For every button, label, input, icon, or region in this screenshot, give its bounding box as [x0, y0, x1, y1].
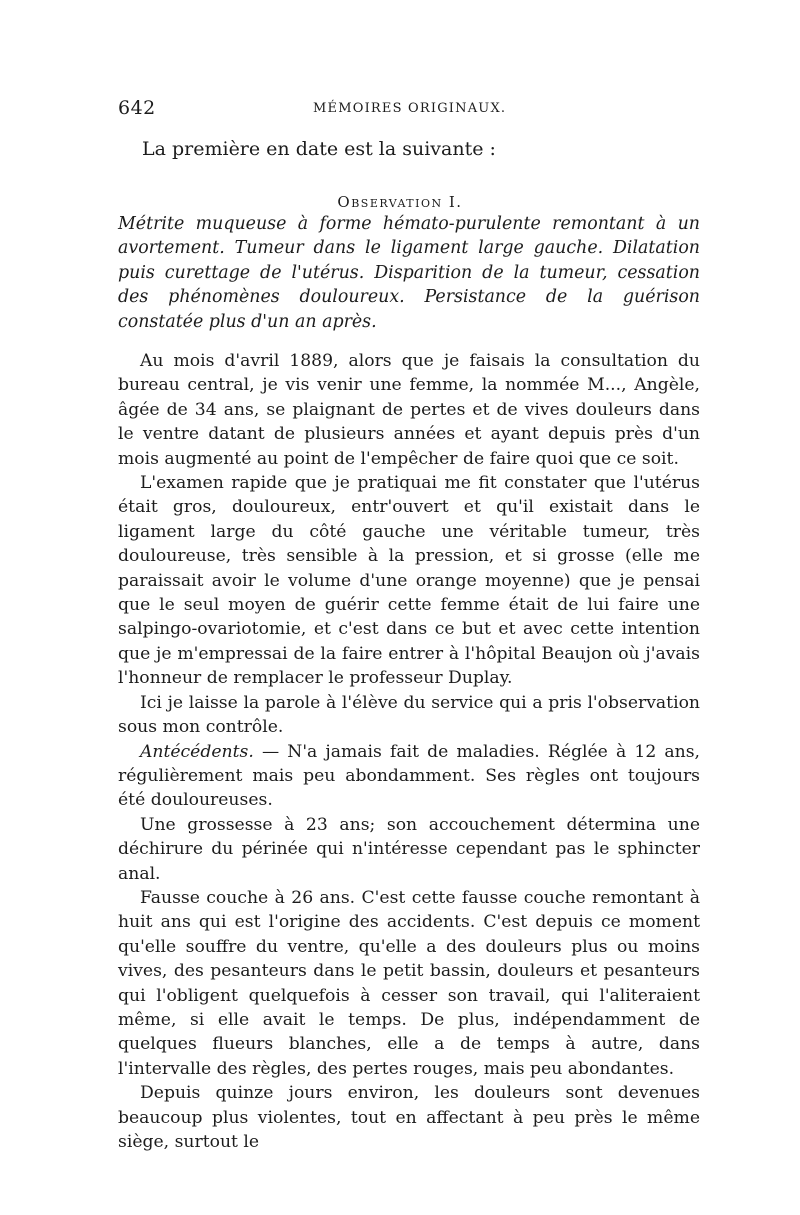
observation-summary	[118, 212, 700, 334]
paragraph-miscarriage: Fausse couche à 26 ans. C'est cette fausse couche remontant à huit ans qui est l'origine des accidents. C'est depuis ce moment qu'elle souffre du ventre, qu'elle a des douleurs plus ou moins vives, des pesanteurs dans le petit bassin, douleurs et pesanteurs qui l'obligent quelquefois à cesser son travail, qui l'aliteraient même, si elle avait le temps. De plus, indépendamment de quelques flueurs blanches, elle a de temps à autre, dans l'intervalle des règles, des pertes rouges, mais peu abondantes.	[118, 887, 700, 1079]
observation-summary-text: Métrite muqueuse à forme hémato-purulente remontant à un avortement. Tumeur dans le ligament large gauche. Dilatation puis curettage de l'utérus. Disparition de la tumeur, cessation des phénomènes douloureux. Persistance de la guérison constatée plus d'un an après.	[118, 214, 700, 332]
paragraph-consultation: Au mois d'avril 1889, alors que je faisais la consultation du bureau central, je vis venir une femme, la nommée M..., Angèle, âgée de 34 ans, se plaignant de pertes et de vives douleurs dans le ventre datant de plusieurs années et ayant depuis près d'un mois augmenté au point de l'empêcher de faire quoi que ce soit.	[118, 351, 700, 469]
observation-body	[118, 349, 700, 1154]
paragraph-student-note: Ici je laisse la parole à l'élève du service qui a pris l'observation sous mon contrôle.	[118, 692, 700, 738]
running-head: MÉMOIRES ORIGINAUX.	[313, 101, 507, 116]
antecedents-text: — N'a jamais fait de maladies. Réglée à 12 ans, régulièrement mais peu abondamment. Ses règles ont toujours été douloureuses.	[118, 741, 700, 811]
page-header	[118, 97, 688, 127]
paragraph-antecedents	[118, 740, 700, 813]
intro-sentence: La première en date est la suivante :	[142, 138, 496, 160]
paragraph-examination: L'examen rapide que je pratiquai me fit constater que l'utérus était gros, douloureux, entr'ouvert et qu'il existait dans le ligament large du côté gauche une véritable tumeur, très douloureuse, très sensible à la pression, et si grosse (elle me paraissait avoir le volume d'une orange moyenne) que je pensai que le seul moyen de guérir cette femme était de lui faire une salpingo-ovariotomie, et c'est dans ce but et avec cette intention que je m'empressai de la faire entrer à l'hôpital Beaujon où j'avais l'honneur de remplacer le professeur Duplay.	[118, 473, 700, 689]
observation-title	[0, 193, 800, 211]
paragraph-pregnancy: Une grossesse à 23 ans; son accouchement détermina une déchirure du périnée qui n'intéresse cependant pas le sphincter anal.	[118, 814, 700, 884]
paragraph-recent-pain: Depuis quinze jours environ, les douleurs sont devenues beaucoup plus violentes, tout en affectant à peu près le même siège, surtout le	[118, 1083, 700, 1152]
antecedents-label: Antécédents.	[140, 741, 254, 762]
observation-title-text: Observation I.	[337, 193, 463, 211]
page-number: 642	[118, 97, 156, 119]
